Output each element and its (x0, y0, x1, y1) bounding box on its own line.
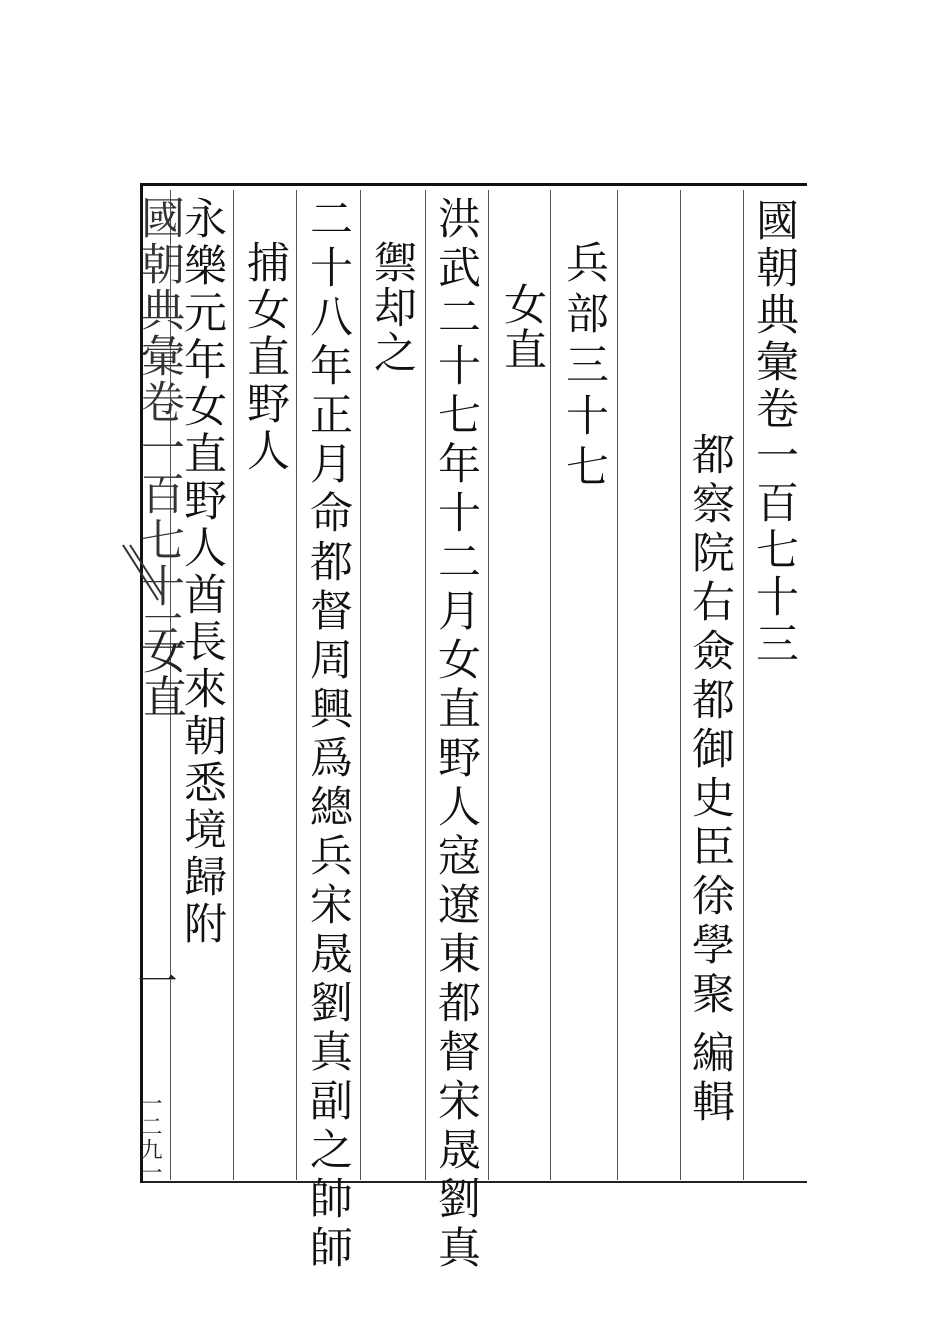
margin-dash: 一 (131, 960, 177, 1000)
column-rule (743, 190, 744, 1180)
book-title: 國朝典彙卷一百七十三 (749, 198, 799, 668)
entry-line: 禦却之 (367, 240, 417, 375)
margin-section-mark: 女直 (135, 630, 186, 718)
column-rule (233, 190, 234, 1180)
topic-heading: 女直 (497, 282, 547, 372)
column-rule (617, 190, 618, 1180)
author-line: 都察院右僉都御史臣徐學聚 (685, 432, 735, 1020)
margin-title: 國朝典彙卷一百七十三 (133, 195, 184, 655)
column-rule (360, 190, 361, 1180)
entry-line: 洪武二十七年十二月女直野人寇遼東都督宋晟劉真 (431, 196, 481, 1274)
compile-label: 編輯 (685, 1030, 735, 1128)
frame-top-border (142, 183, 807, 186)
entry-line: 永樂元年女直野人酋長來朝悉境歸附 (177, 196, 227, 948)
column-rule (488, 190, 489, 1180)
column-rule (425, 190, 426, 1180)
fishtail-mark (118, 540, 168, 620)
column-rule (550, 190, 551, 1180)
column-rule (680, 190, 681, 1180)
entry-line: 捕女直野人 (240, 240, 290, 475)
entry-line: 二十八年正月命都督周興爲總兵宋晟劉真副之帥師 (303, 196, 353, 1274)
page-number: 一二九一 (137, 1092, 162, 1184)
section-heading: 兵部三十七 (559, 240, 609, 495)
column-rule (296, 190, 297, 1180)
